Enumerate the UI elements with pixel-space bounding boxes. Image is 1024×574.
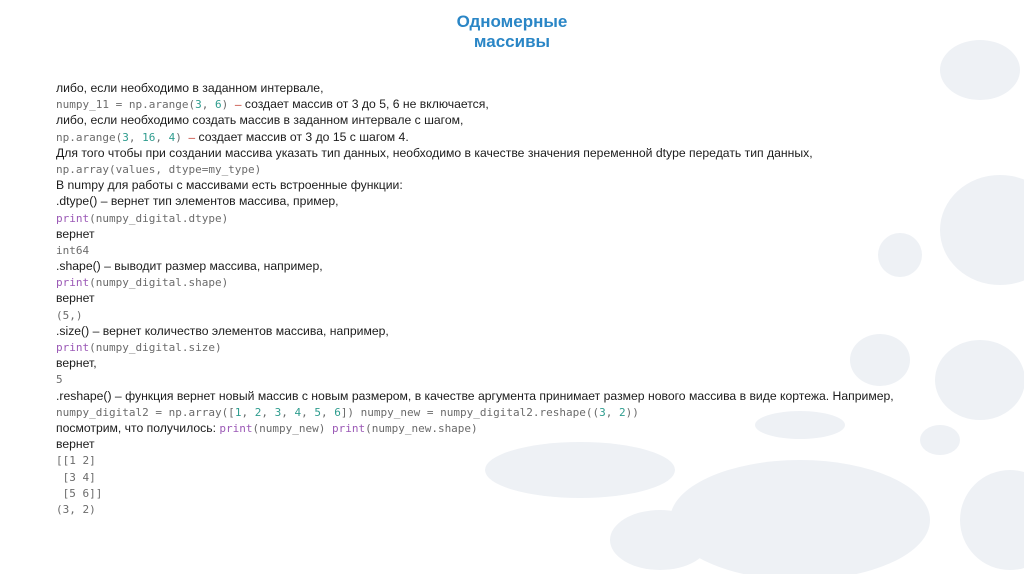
code-fragment: , — [201, 98, 215, 112]
code-fragment: , — [241, 405, 255, 419]
code-fragment: np.array(values, dtype=my_type) — [56, 162, 262, 176]
code-line — [56, 210, 1016, 226]
code-line — [56, 307, 1016, 323]
code-number: 4 — [294, 405, 302, 419]
text-fragment: создает массив от 3 до 5, 6 не включается, — [241, 97, 489, 112]
code-fragment: )) — [625, 405, 639, 419]
text-line: .reshape() – функция вернет новый массив с новым размером, в качестве аргумента принимает размер нового массива в виде кортежа. Например, — [56, 388, 894, 403]
text-line: В numpy для работы с массивами есть встроенные функции: — [56, 178, 403, 193]
code-number: 6 — [334, 405, 341, 419]
code-text-line — [56, 96, 1016, 112]
slide-content — [56, 80, 1016, 517]
code-output: [3 4] — [56, 470, 96, 484]
code-keyword: print — [56, 276, 90, 290]
code-number: 3 — [599, 405, 606, 419]
code-operator: – — [234, 98, 242, 112]
text-line: .size() – вернет количество элементов массива, например, — [56, 323, 389, 338]
code-line — [56, 452, 1016, 468]
code-number: 2 — [618, 405, 626, 419]
title-line-1: Одномерные — [456, 12, 568, 31]
code-fragment: (numpy_digital.size) — [89, 341, 222, 354]
code-text-line — [56, 420, 1016, 436]
code-fragment: ) — [175, 130, 189, 144]
code-output: [5 6]] — [56, 486, 103, 500]
code-number: 5 — [314, 405, 321, 419]
code-line — [56, 339, 1016, 355]
text-fragment: создает массив от 3 до 15 с шагом 4. — [195, 129, 409, 144]
code-keyword: print — [331, 421, 366, 435]
code-keyword: print — [56, 211, 90, 225]
text-line: .shape() – выводит размер массива, например, — [56, 259, 323, 274]
code-fragment: numpy_digital2 = np.array([ — [56, 405, 235, 419]
code-keyword: print — [219, 421, 253, 435]
code-fragment: (numpy_new) — [252, 421, 332, 435]
code-fragment: ]) numpy_new = numpy_digital2.reshape(( — [340, 405, 600, 419]
text-line: либо, если необходимо в заданном интервале, — [56, 81, 324, 95]
title-line-2: массивы — [473, 32, 551, 51]
code-output: (3, 2) — [56, 502, 96, 516]
code-line — [56, 469, 1016, 485]
code-fragment: , — [301, 405, 315, 419]
code-fragment: (numpy_digital.dtype) — [89, 211, 229, 225]
text-line: Для того чтобы при создании массива указать тип данных, необходимо в качестве значения переменной dtype передать тип данных, — [56, 145, 813, 160]
code-text-line — [56, 129, 1016, 145]
code-number: 16 — [142, 130, 156, 144]
code-operator: – — [188, 130, 196, 144]
code-line — [56, 242, 1016, 258]
code-output: [[1 2] — [56, 454, 96, 468]
code-number: 3 — [195, 98, 202, 112]
page-title — [0, 12, 1024, 52]
code-fragment: , — [281, 405, 295, 419]
code-line — [56, 371, 1016, 387]
text-line: вернет — [56, 437, 95, 452]
code-output: int64 — [56, 243, 90, 257]
text-line: либо, если необходимо создать массив в заданном интервале с шагом, — [56, 113, 464, 128]
text-line: вернет, — [56, 356, 97, 371]
text-line: вернет — [56, 291, 95, 306]
code-fragment: (numpy_new.shape) — [365, 421, 478, 435]
code-line — [56, 274, 1016, 290]
text-line: .dtype() – вернет тип элементов массива, пример, — [56, 194, 339, 209]
code-line — [56, 485, 1016, 501]
code-fragment: , — [320, 405, 335, 419]
code-output: 5 — [56, 373, 63, 387]
code-line — [56, 501, 1016, 517]
code-number: 4 — [168, 130, 176, 144]
code-number: 6 — [214, 98, 222, 112]
text-fragment: посмотрим, что получилось: — [56, 420, 220, 435]
code-line — [56, 404, 1016, 420]
code-fragment: np.arange( — [56, 130, 123, 144]
code-fragment: , — [605, 405, 619, 419]
code-line — [56, 161, 1016, 177]
code-number: 3 — [122, 130, 129, 144]
code-fragment: , — [155, 130, 169, 144]
code-fragment: ) — [221, 98, 235, 112]
code-number: 2 — [254, 405, 262, 419]
code-fragment: numpy_11 = np.arange( — [56, 98, 196, 112]
code-fragment: (numpy_digital.shape) — [89, 276, 229, 290]
code-fragment: , — [128, 130, 143, 144]
code-number: 1 — [234, 405, 242, 419]
code-number: 3 — [274, 405, 282, 419]
code-keyword: print — [56, 341, 90, 354]
text-line: вернет — [56, 226, 95, 241]
code-fragment: , — [261, 405, 275, 419]
code-output: (5,) — [56, 308, 83, 322]
